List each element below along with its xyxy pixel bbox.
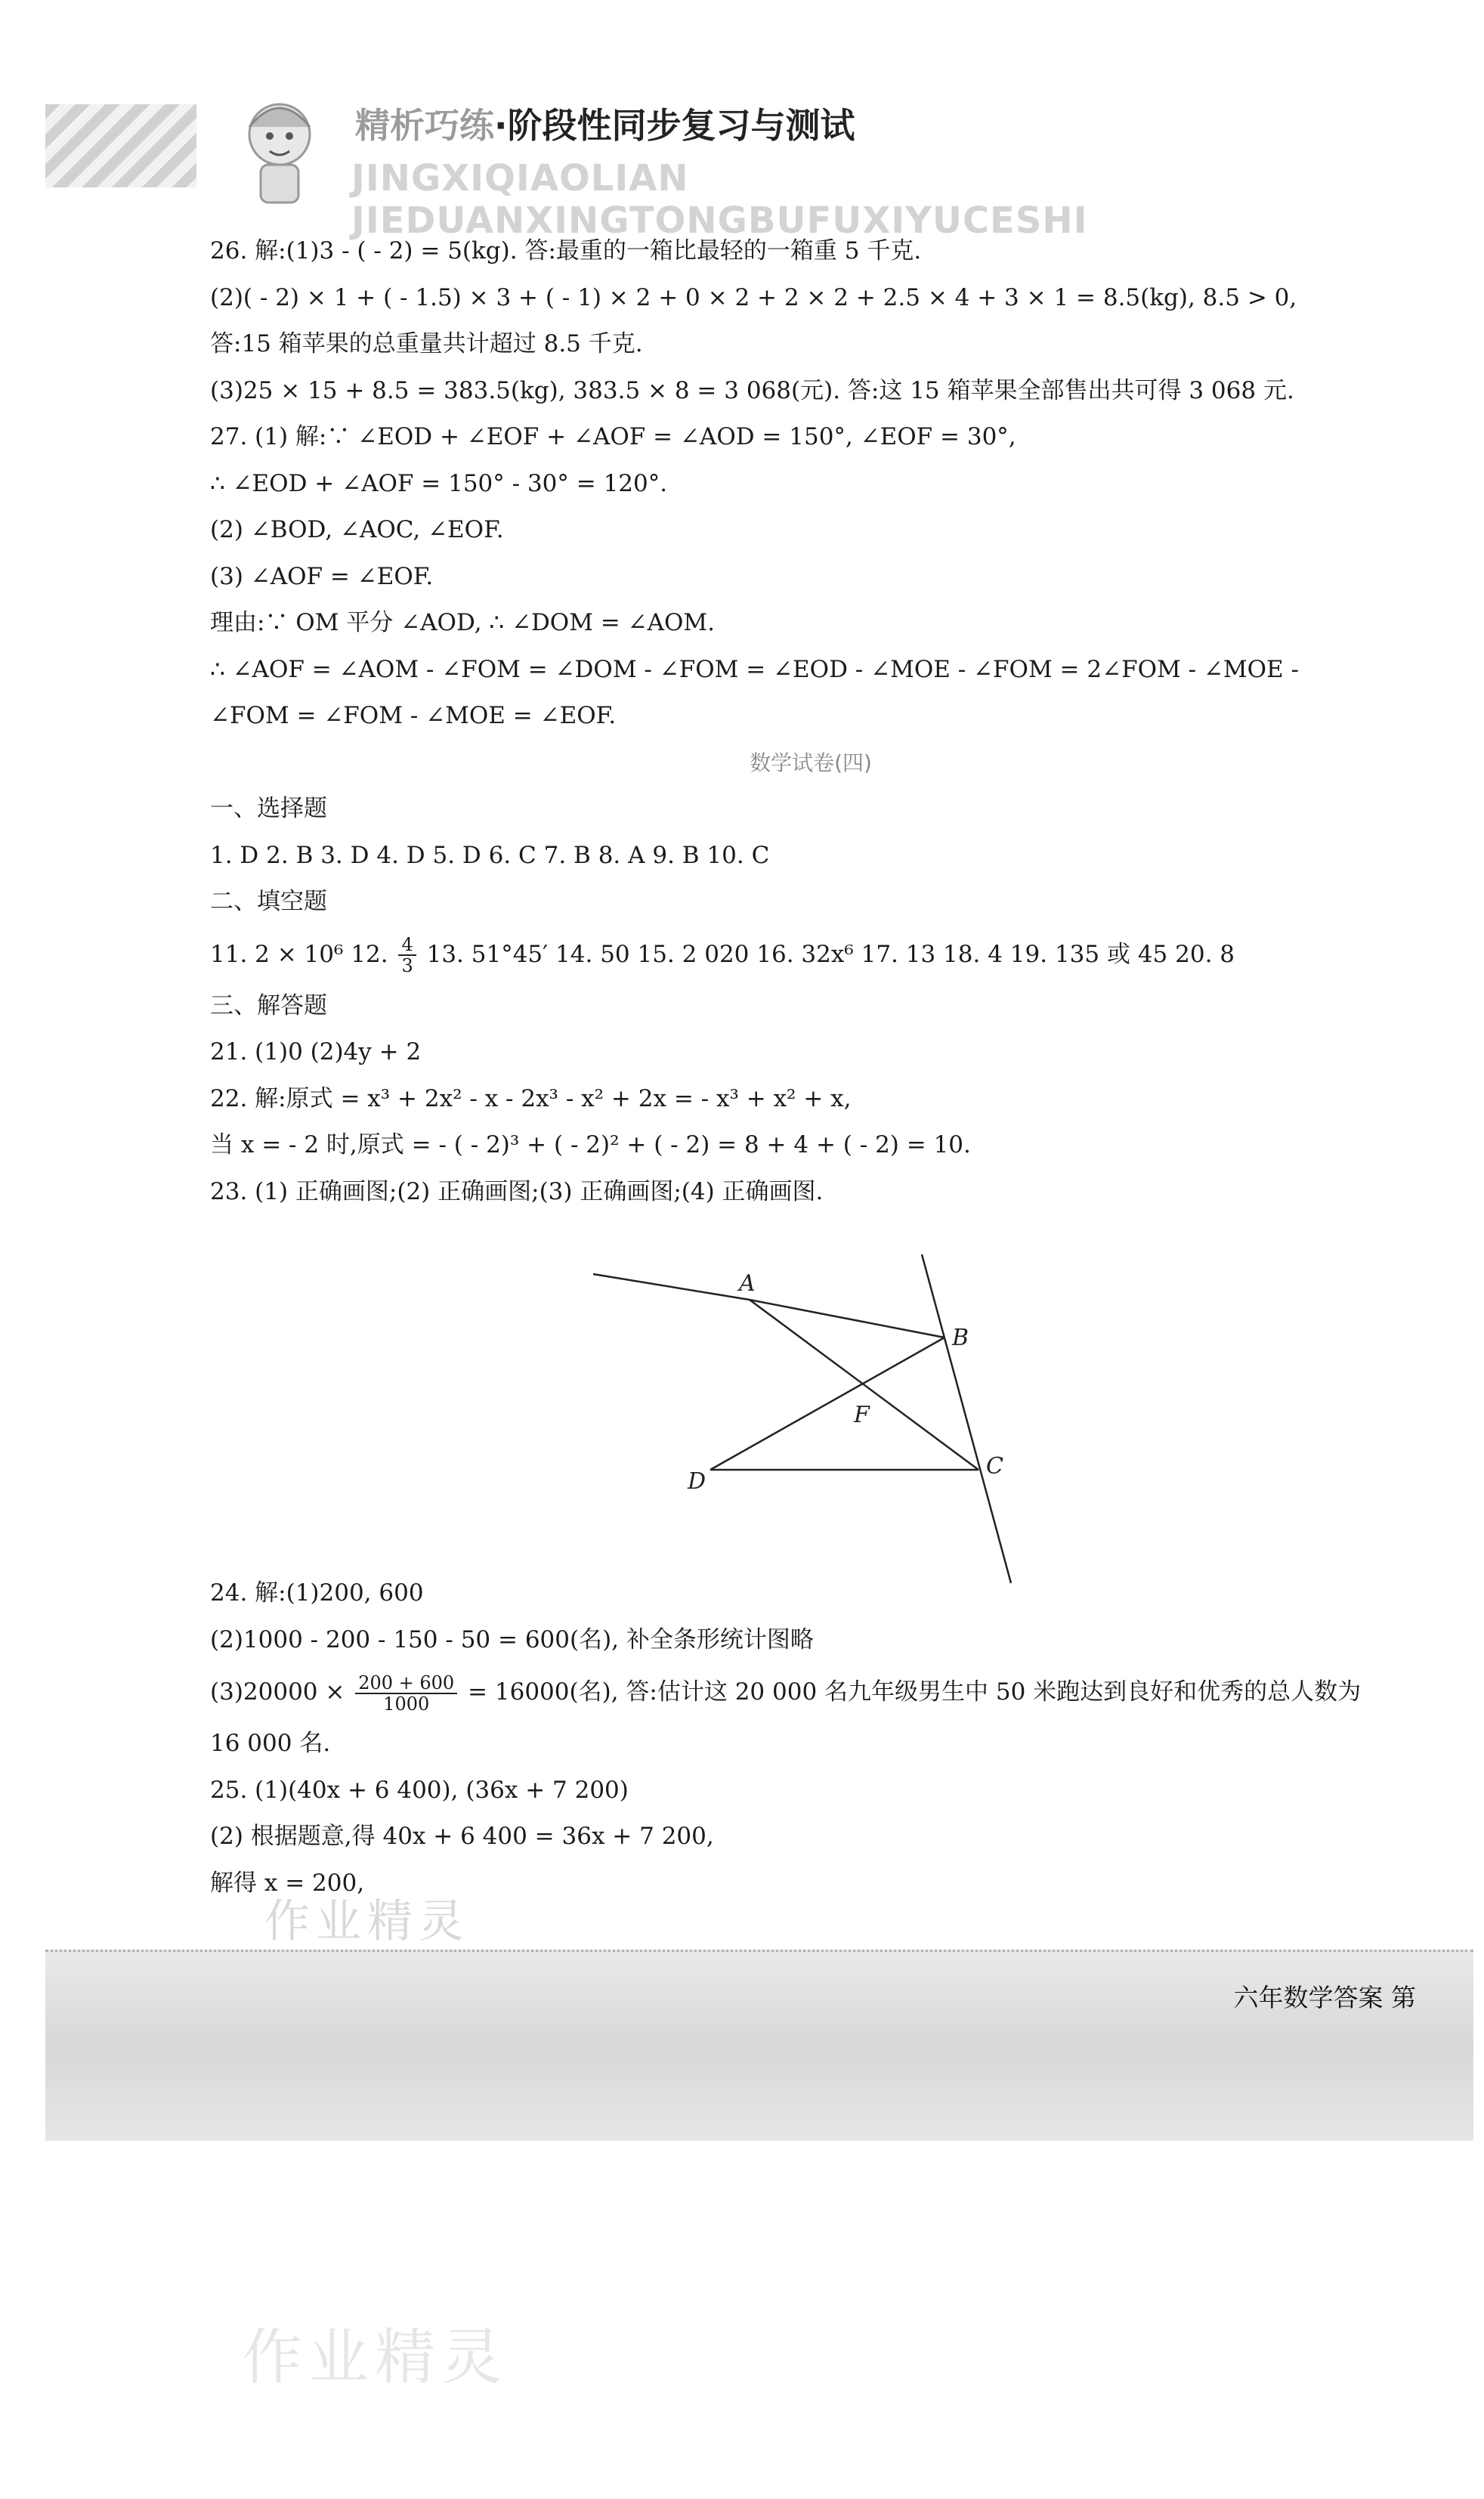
ray-a bbox=[593, 1274, 750, 1300]
part3-title: 三、解答题 bbox=[210, 991, 327, 1019]
segment-ab bbox=[750, 1300, 945, 1338]
q24-pre: (3)20000 × bbox=[210, 1678, 345, 1706]
fraction-denominator: 1000 bbox=[383, 1693, 430, 1715]
answer-line: 21. (1)0 (2)4y + 2 bbox=[210, 1038, 422, 1065]
geometry-figure bbox=[574, 1254, 1043, 1587]
brand-lead: 精析巧练 bbox=[355, 105, 494, 146]
point-label-a: A bbox=[739, 1270, 756, 1297]
brand-main-title: ·阶段性同步复习与测试 bbox=[494, 105, 855, 146]
answer-line: 理由:∵ OM 平分 ∠AOD, ∴ ∠DOM = ∠AOM. bbox=[210, 609, 716, 636]
answer-line: 27. (1) 解:∵ ∠EOD + ∠EOF + ∠AOF = ∠AOD = 150°, ∠EOF = 30°, bbox=[210, 423, 1016, 450]
brand-title bbox=[355, 98, 855, 148]
answer-line: (3) ∠AOF = ∠EOF. bbox=[210, 562, 434, 590]
fraction bbox=[398, 935, 416, 976]
answer-line: (2) 根据题意,得 40x + 6 400 = 36x + 7 200, bbox=[210, 1823, 714, 1850]
answer-line: 解得 x = 200, bbox=[210, 1869, 365, 1897]
answer-line: ∴ ∠AOF = ∠AOM - ∠FOM = ∠DOM - ∠FOM = ∠EOD - ∠MOE - ∠FOM = 2∠FOM - ∠MOE - bbox=[210, 655, 1300, 683]
fraction-numerator: 200 + 600 bbox=[355, 1673, 457, 1694]
answer-line: 答:15 箱苹果的总重量共计超过 8.5 千克. bbox=[210, 330, 643, 357]
answer-line: 22. 解:原式 = x³ + 2x² - x - 2x³ - x² + 2x = - x³ + x² + x, bbox=[210, 1084, 852, 1112]
fraction-numerator: 4 bbox=[398, 935, 416, 956]
part2-title: 二、填空题 bbox=[210, 888, 327, 915]
line-bc bbox=[922, 1254, 1011, 1583]
answer-line: (3)25 × 15 + 8.5 = 383.5(kg), 383.5 × 8 = 3 068(元). 答:这 15 箱苹果全部售出共可得 3 068 元. bbox=[210, 376, 1294, 404]
answer-line: 23. (1) 正确画图;(2) 正确画图;(3) 正确画图;(4) 正确画图. bbox=[210, 1177, 824, 1205]
answer-line: (2)( - 2) × 1 + ( - 1.5) × 3 + ( - 1) × 2 + 0 × 2 + 2 × 2 + 2.5 × 4 + 3 × 1 = 8.5(kg), 8.5 > 0, bbox=[210, 283, 1297, 311]
page-header bbox=[45, 82, 1330, 242]
fill-answers-part-a: 11. 2 × 10⁶ 12. bbox=[210, 940, 388, 968]
answer-content bbox=[210, 228, 1411, 1907]
fraction-denominator: 3 bbox=[401, 955, 413, 976]
section-title: 数学试卷(四) bbox=[750, 750, 872, 775]
answer-line: 25. (1)(40x + 6 400), (36x + 7 200) bbox=[210, 1776, 629, 1804]
watermark: 作业精灵 bbox=[242, 2322, 508, 2392]
q24-part3 bbox=[210, 1663, 1411, 1721]
mascot-icon bbox=[215, 82, 344, 210]
footer-page-label: 六年数学答案 第 bbox=[1233, 1983, 1416, 2012]
fill-answers-part-b: 13. 51°45′ 14. 50 15. 2 020 16. 32x⁶ 17. 13 18. 4 19. 135 或 45 20. 8 bbox=[426, 940, 1235, 968]
answer-line: 当 x = - 2 时,原式 = - ( - 2)³ + ( - 2)² + ( - 2) = 8 + 4 + ( - 2) = 10. bbox=[210, 1131, 971, 1158]
answer-line: (2) ∠BOD, ∠AOC, ∠EOF. bbox=[210, 516, 504, 543]
answer-line: ∴ ∠EOD + ∠AOF = 150° - 30° = 120°. bbox=[210, 469, 668, 497]
answer-line: 24. 解:(1)200, 600 bbox=[210, 1579, 424, 1607]
brand-pinyin: JINGXIQIAOLIAN JIEDUANXINGTONGBUFUXIYUCESHI bbox=[351, 157, 1088, 242]
point-label-f: F bbox=[854, 1402, 870, 1428]
answer-line: ∠FOM = ∠FOM - ∠MOE = ∠EOF. bbox=[210, 702, 617, 729]
answer-line: 16 000 名. bbox=[210, 1730, 331, 1757]
watermark: 作业精灵 bbox=[264, 1895, 470, 1948]
part1-title: 一、选择题 bbox=[210, 795, 327, 822]
q24-post: = 16000(名), 答:估计这 20 000 名九年级男生中 50 米跑达到良好和优秀的总人数为 bbox=[468, 1678, 1362, 1706]
fill-answers bbox=[210, 926, 1411, 983]
header-stripes-decoration bbox=[45, 104, 196, 187]
segment-ac bbox=[750, 1300, 979, 1470]
answer-line: 26. 解:(1)3 - ( - 2) = 5(kg). 答:最重的一箱比最轻的一箱重 5 千克. bbox=[210, 237, 922, 264]
point-label-d: D bbox=[688, 1468, 706, 1495]
point-label-c: C bbox=[986, 1453, 1003, 1480]
point-label-b: B bbox=[952, 1325, 969, 1351]
fraction bbox=[355, 1673, 457, 1714]
answer-line: (2)1000 - 200 - 150 - 50 = 600(名), 补全条形统计图略 bbox=[210, 1625, 814, 1653]
choice-answers: 1. D 2. B 3. D 4. D 5. D 6. C 7. B 8. A 9. B 10. C bbox=[210, 841, 770, 869]
